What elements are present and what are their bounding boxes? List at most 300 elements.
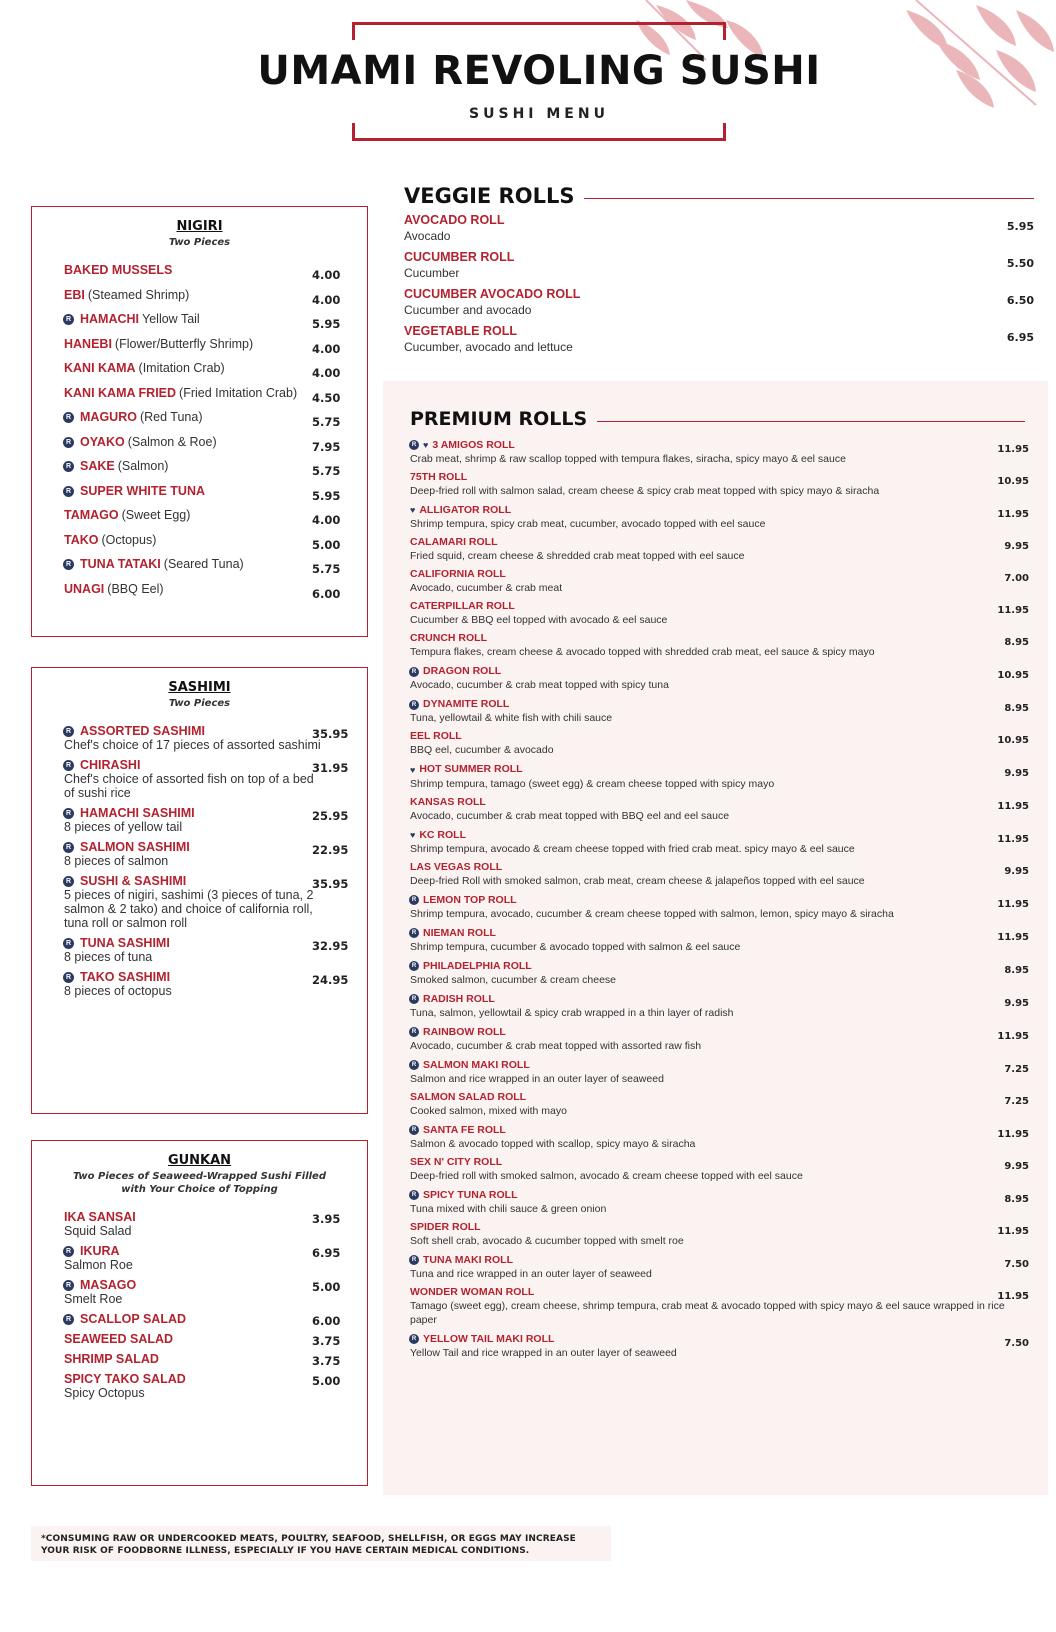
premium-item: [410, 893, 1029, 921]
item-name-text: TAKO SASHIMI: [80, 970, 171, 984]
item-price: 5.75: [312, 562, 341, 576]
item-name: [410, 762, 1025, 776]
item-name: [410, 1155, 1025, 1169]
item-name-text: KANI KAMA: [64, 361, 136, 375]
sashimi-item: [32, 806, 367, 834]
item-description: Smelt Roe: [64, 1292, 123, 1306]
item-name-text: KANSAS ROLL: [410, 795, 486, 808]
item-price: 9.95: [1004, 1160, 1029, 1172]
item-description: Crab meat, shrimp & raw scallop topped with tempura flakes, siracha, spicy mayo & eel sauce: [410, 453, 846, 466]
item-price: 4.00: [312, 366, 341, 380]
item-price: 24.95: [312, 973, 349, 987]
section-title-row: [404, 184, 1034, 208]
item-name-text: SEX N' CITY ROLL: [410, 1155, 503, 1168]
item-price: 11.95: [997, 509, 1029, 521]
item-name-text: SUSHI & SASHIMI: [80, 874, 187, 888]
premium-item: [410, 664, 1029, 692]
item-price: 5.00: [312, 537, 341, 552]
item-price: 4.50: [312, 390, 341, 405]
item-price: 5.75: [312, 464, 341, 478]
item-price: 6.95: [1006, 331, 1034, 344]
item-name-text: MAGURO: [80, 410, 137, 424]
premium-item: [410, 1058, 1029, 1086]
item-name: [410, 599, 1025, 613]
raw-icon: R: [409, 961, 419, 971]
item-name: [64, 724, 331, 738]
gunkan-item: [32, 1372, 367, 1400]
item-description: 8 pieces of yellow tail: [64, 820, 183, 834]
item-name: CUCUMBER AVOCADO ROLL: [404, 287, 581, 301]
raw-icon: R: [63, 1280, 74, 1291]
premium-item: [410, 795, 1029, 823]
raw-icon: R: [409, 1334, 419, 1344]
item-name-text: TAKO: [64, 532, 99, 547]
item-price: 11.95: [997, 800, 1029, 812]
item-price: 32.95: [312, 939, 349, 953]
nigiri-item: [32, 410, 367, 435]
item-name: [64, 1352, 331, 1366]
item-name-text: HANEBI: [64, 336, 112, 351]
premium-item: [410, 1090, 1029, 1118]
premium-item: [410, 1123, 1029, 1151]
item-description: Salmon & avocado topped with scallop, spicy mayo & siracha: [410, 1137, 696, 1150]
premium-item: [410, 926, 1029, 954]
item-name-text: IKURA: [80, 1244, 120, 1258]
item-name: [64, 936, 331, 950]
item-name: [64, 1278, 331, 1292]
item-description: Shrimp tempura, avocado, cucumber & cream cheese topped with salmon, lemon, spicy mayo & siracha: [410, 907, 894, 920]
item-name-text: SPIDER ROLL: [410, 1220, 481, 1233]
item-description: Cucumber: [404, 266, 460, 280]
nigiri-item: [32, 288, 367, 313]
item-name: [64, 410, 331, 424]
item-price: 5.00: [312, 1374, 341, 1388]
item-name-text: ASSORTED SASHIMI: [80, 724, 206, 738]
item-name: [64, 508, 331, 522]
item-name: [64, 970, 331, 984]
item-description: (Red Tuna): [139, 410, 203, 424]
title-rule: [597, 421, 1025, 422]
item-price: 7.50: [1004, 1258, 1029, 1270]
item-price: 9.95: [1004, 541, 1029, 553]
item-description: Cucumber & BBQ eel topped with avocado & eel sauce: [410, 614, 668, 627]
item-name: [64, 874, 331, 888]
item-name: [410, 1090, 1025, 1104]
item-description: Tuna, salmon, yellowtail & spicy crab wrapped in a thin layer of radish: [410, 1006, 734, 1019]
section-subtitle: Two Pieces: [168, 237, 231, 248]
sashimi-item: [32, 970, 367, 998]
section-title: GUNKAN: [167, 1153, 232, 1168]
raw-icon: R: [409, 700, 419, 710]
item-description: 8 pieces of tuna: [64, 950, 153, 964]
item-name: VEGETABLE ROLL: [404, 324, 517, 338]
item-description: (Flower/Butterfly Shrimp): [114, 336, 254, 351]
item-price: 8.95: [1004, 1193, 1029, 1205]
section-subtitle: Two Pieces of Seaweed-Wrapped Sushi Filled with Your Choice of Topping: [72, 1171, 327, 1195]
item-name-text: SPICY TUNA ROLL: [423, 1188, 518, 1201]
veggie-item: [404, 212, 1034, 249]
item-name: [64, 263, 331, 277]
item-name-text: ALLIGATOR ROLL: [419, 504, 512, 517]
veggie-list: [404, 212, 1034, 360]
raw-icon: R: [63, 412, 74, 423]
item-description: (Seared Tuna): [163, 557, 244, 571]
section-title: SASHIMI: [168, 680, 231, 695]
nigiri-item: [32, 533, 367, 558]
sashimi-section: [31, 667, 368, 1114]
item-name-text: OYAKO: [80, 434, 125, 449]
item-name: [410, 1285, 1025, 1299]
raw-icon: R: [409, 928, 419, 938]
item-description: Salmon Roe: [64, 1258, 133, 1272]
item-price: 8.95: [1004, 703, 1029, 715]
premium-item: [410, 762, 1029, 790]
sashimi-list: [32, 724, 367, 998]
item-name-text: KC ROLL: [419, 828, 467, 841]
section-subtitle: Two Pieces: [168, 698, 231, 709]
gunkan-item: [32, 1352, 367, 1366]
raw-icon: R: [63, 559, 74, 570]
raw-food-disclaimer: *CONSUMING RAW OR UNDERCOOKED MEATS, POULTRY, SEAFOOD, SHELLFISH, OR EGGS MAY INCREASE YOUR RISK OF FOODBORNE ILLNESS, ESPECIALLY IF YOU HAVE CERTAIN MEDICAL CONDITIONS.: [31, 1526, 611, 1561]
item-price: 25.95: [312, 809, 349, 823]
item-price: 5.50: [1006, 257, 1034, 270]
item-description: Cooked salmon, mixed with mayo: [410, 1104, 567, 1117]
nigiri-section: [31, 206, 368, 637]
item-description: Soft shell crab, avocado & cucumber topped with smelt roe: [410, 1234, 684, 1247]
item-description: Yellow Tail and rice wrapped in an outer layer of seaweed: [410, 1346, 677, 1359]
item-description: Avocado: [404, 229, 451, 243]
item-price: 4.00: [312, 513, 341, 527]
item-price: 11.95: [997, 1030, 1029, 1042]
item-description: (Salmon & Roe): [127, 434, 217, 449]
item-name: [410, 503, 1025, 517]
item-name: [64, 312, 331, 326]
raw-icon: R: [63, 726, 74, 737]
premium-item: [410, 729, 1029, 757]
item-price: 11.95: [997, 833, 1029, 845]
spicy-heart-icon: ♥: [410, 829, 416, 840]
item-price: 22.95: [312, 843, 349, 857]
item-description: Cucumber, avocado and lettuce: [404, 340, 573, 354]
item-description: Cucumber and avocado: [404, 303, 532, 317]
raw-icon: R: [63, 314, 74, 325]
item-name: [410, 992, 1025, 1006]
item-description: Chef's choice of 17 pieces of assorted sashimi: [64, 738, 321, 752]
item-price: 8.95: [1004, 637, 1029, 649]
item-description: Tempura flakes, cream cheese & avocado topped with shredded crab meat, eel sauce & spicy mayo: [410, 646, 875, 659]
item-price: 11.95: [997, 931, 1029, 943]
gunkan-section: [31, 1140, 368, 1486]
item-price: 11.95: [997, 898, 1029, 910]
item-name: [64, 1244, 331, 1258]
item-name: [64, 758, 331, 772]
item-price: 7.25: [1004, 1095, 1029, 1107]
raw-icon: R: [409, 994, 419, 1004]
item-description: (Octopus): [101, 532, 157, 547]
item-description: (Sweet Egg): [121, 508, 191, 522]
gunkan-item: [32, 1244, 367, 1272]
premium-item: [410, 631, 1029, 659]
restaurant-title: UMAMI REVOLING SUSHI: [257, 48, 821, 94]
item-description: Tuna, yellowtail & white fish with chili sauce: [410, 712, 613, 725]
raw-icon: R: [409, 1060, 419, 1070]
item-price: 6.00: [312, 586, 341, 601]
item-description: Tuna and rice wrapped in an outer layer of seaweed: [410, 1267, 652, 1280]
item-price: 9.95: [1004, 865, 1029, 877]
item-description: Shrimp tempura, cucumber & avocado topped with salmon & eel sauce: [410, 940, 741, 953]
item-name-text: TUNA MAKI ROLL: [423, 1253, 514, 1266]
item-price: 6.95: [312, 1246, 341, 1260]
item-price: 6.00: [312, 1314, 341, 1328]
item-name: [410, 828, 1025, 842]
raw-icon: R: [409, 1027, 419, 1037]
item-name-text: CRUNCH ROLL: [410, 632, 487, 645]
item-price: 11.95: [997, 605, 1029, 617]
item-name: [64, 840, 331, 854]
menu-header: [257, 22, 821, 141]
premium-item: [410, 828, 1029, 856]
premium-item: [410, 1332, 1029, 1360]
item-name: [64, 1332, 331, 1346]
nigiri-item: [32, 459, 367, 484]
item-name-text: EEL ROLL: [410, 730, 462, 743]
item-name-text: SANTA FE ROLL: [423, 1123, 506, 1136]
header-bracket-top: [352, 22, 726, 40]
item-description: Tamago (sweet egg), cream cheese, shrimp tempura, crab meat & avocado topped with spicy mayo & eel sauce wrapped in rice paper: [410, 1299, 1005, 1326]
item-price: 11.95: [997, 1225, 1029, 1237]
item-name-text: SUPER WHITE TUNA: [80, 483, 205, 498]
item-name-text: NIEMAN ROLL: [423, 926, 496, 939]
menu-subtitle: SUSHI MENU: [469, 106, 609, 122]
item-price: 11.95: [997, 1290, 1029, 1302]
item-name-text: PHILADELPHIA ROLL: [423, 959, 532, 972]
item-price: 3.75: [312, 1354, 341, 1368]
item-name: [64, 1372, 331, 1386]
veggie-rolls-section: [404, 184, 1034, 360]
raw-icon: R: [63, 938, 74, 949]
premium-item: [410, 567, 1029, 595]
raw-icon: R: [63, 437, 74, 448]
item-name-text: SAKE: [80, 459, 115, 473]
item-description: Fried squid, cream cheese & shredded crab meat topped with eel sauce: [410, 550, 745, 563]
item-description: Squid Salad: [64, 1224, 132, 1238]
item-name: [410, 567, 1025, 581]
premium-item: [410, 1220, 1029, 1248]
item-description: Deep-fried roll with salmon salad, cream cheese & spicy crab meat topped with spicy mayo & siracha: [410, 485, 880, 498]
raw-icon: R: [63, 1246, 74, 1257]
sashimi-item: [32, 758, 367, 800]
sashimi-item: [32, 840, 367, 868]
premium-rolls-section: [410, 408, 1029, 1364]
item-price: 11.95: [997, 1128, 1029, 1140]
item-description: Salmon and rice wrapped in an outer layer of seaweed: [410, 1072, 664, 1085]
item-name: [64, 337, 331, 351]
item-name: [410, 1025, 1025, 1039]
item-name-text: RAINBOW ROLL: [423, 1025, 506, 1038]
raw-icon: R: [63, 461, 74, 472]
item-name-text: RADISH ROLL: [423, 992, 495, 1005]
item-name-text: TAMAGO: [64, 508, 119, 522]
item-name-text: LEMON TOP ROLL: [423, 893, 517, 906]
item-price: 10.95: [997, 670, 1029, 682]
item-name: [64, 484, 331, 498]
item-name-text: HOT SUMMER ROLL: [419, 763, 523, 776]
item-name-text: CALIFORNIA ROLL: [410, 568, 506, 581]
item-price: 9.95: [1004, 997, 1029, 1009]
raw-icon: R: [63, 842, 74, 853]
section-title: PREMIUM ROLLS: [410, 408, 588, 430]
item-price: 7.50: [1004, 1337, 1029, 1349]
premium-item: [410, 860, 1029, 888]
item-name-text: YELLOW TAIL MAKI ROLL: [423, 1332, 555, 1345]
item-name: [410, 729, 1025, 743]
item-name: [64, 533, 331, 547]
item-name: [64, 1210, 331, 1224]
nigiri-item: [32, 435, 367, 460]
item-description: BBQ eel, cucumber & avocado: [410, 744, 554, 757]
item-name-text: SALMON MAKI ROLL: [423, 1058, 530, 1071]
item-price: 3.75: [312, 1334, 341, 1348]
item-price: 35.95: [312, 877, 349, 891]
sashimi-item: [32, 874, 367, 930]
item-description: Avocado, cucumber & crab meat topped with assorted raw fish: [410, 1039, 702, 1052]
premium-item: [410, 535, 1029, 563]
item-description: Shrimp tempura, avocado & cream cheese topped with fried crab meat. spicy mayo & eel sauce: [410, 842, 855, 855]
raw-icon: R: [409, 895, 419, 905]
item-name: CUCUMBER ROLL: [404, 250, 515, 264]
spicy-heart-icon: ♥: [423, 440, 429, 451]
raw-icon: R: [63, 486, 74, 497]
premium-item: [410, 1253, 1029, 1281]
item-name-text: KANI KAMA FRIED: [64, 385, 177, 400]
veggie-item: [404, 286, 1034, 323]
item-name: [410, 959, 1025, 973]
item-description: Deep-fried roll with smoked salmon, avocado & cream cheese topped with eel sauce: [410, 1169, 803, 1182]
item-price: 5.75: [312, 415, 341, 429]
item-description: Avocado, cucumber & crab meat: [410, 582, 563, 595]
sashimi-item: [32, 724, 367, 752]
gunkan-item: [32, 1332, 367, 1346]
raw-icon: R: [409, 667, 419, 677]
item-name: [410, 1253, 1025, 1267]
raw-icon: R: [409, 1125, 419, 1135]
item-price: 3.95: [312, 1212, 341, 1226]
item-price: 5.95: [312, 488, 341, 503]
item-name: [410, 470, 1025, 484]
item-name-text: 75TH ROLL: [410, 471, 468, 484]
gunkan-item: [32, 1312, 367, 1326]
nigiri-item: [32, 361, 367, 386]
title-rule: [584, 198, 1034, 199]
item-description: Deep-fried Roll with smoked salmon, crab meat, cream cheese & jalapeños topped with eel sauce: [410, 874, 865, 887]
raw-icon: R: [409, 1255, 419, 1265]
item-name: [64, 361, 331, 375]
gunkan-item: [32, 1278, 367, 1306]
item-name: AVOCADO ROLL: [404, 213, 505, 227]
item-price: 7.95: [312, 439, 341, 454]
premium-item: [410, 697, 1029, 725]
item-name: [410, 1332, 1025, 1346]
nigiri-item: [32, 582, 367, 607]
item-name: [410, 438, 1025, 452]
item-name: [410, 535, 1025, 549]
section-title: NIGIRI: [176, 219, 223, 234]
header-bracket-bottom: [352, 123, 726, 141]
item-name-text: SALMON SASHIMI: [80, 840, 190, 854]
item-description: Shrimp tempura, spicy crab meat, cucumber, avocado topped with eel sauce: [410, 518, 766, 531]
item-name: [410, 1123, 1025, 1137]
item-name: [410, 893, 1025, 907]
item-name-text: MASAGO: [80, 1278, 137, 1292]
item-price: 6.50: [1006, 294, 1034, 307]
premium-item: [410, 470, 1029, 498]
item-description: Avocado, cucumber & crab meat topped with spicy tuna: [410, 679, 669, 692]
item-name-text: IKA SANSAI: [64, 1210, 136, 1224]
item-name: [410, 795, 1025, 809]
nigiri-item: [32, 263, 367, 288]
item-name: [64, 288, 331, 302]
item-name: [64, 582, 331, 596]
item-description: 8 pieces of octopus: [64, 984, 172, 998]
raw-icon: R: [63, 876, 74, 887]
item-price: 4.00: [312, 292, 341, 307]
item-name-text: CATERPILLAR ROLL: [410, 600, 515, 613]
item-price: 31.95: [312, 761, 349, 775]
item-price: 8.95: [1004, 964, 1029, 976]
premium-item: [410, 992, 1029, 1020]
item-price: 5.95: [312, 317, 341, 331]
item-name: [410, 1220, 1025, 1234]
item-name: [410, 697, 1025, 711]
spicy-heart-icon: ♥: [410, 505, 416, 516]
item-description: Smoked salmon, cucumber & cream cheese: [410, 973, 617, 986]
item-price: 4.00: [312, 268, 341, 282]
item-description: (Fried Imitation Crab): [179, 385, 298, 400]
item-description: Shrimp tempura, tamago (sweet egg) & cream cheese topped with spicy mayo: [410, 777, 775, 790]
item-name: [64, 806, 331, 820]
raw-icon: R: [63, 760, 74, 771]
item-description: (BBQ Eel): [107, 581, 164, 596]
item-name-text: SPICY TAKO SALAD: [64, 1372, 186, 1386]
item-name: [410, 1188, 1025, 1202]
item-description: 8 pieces of salmon: [64, 854, 169, 868]
nigiri-item: [32, 484, 367, 509]
raw-icon: R: [63, 1314, 74, 1325]
item-price: 5.00: [312, 1280, 341, 1294]
item-name-text: WONDER WOMAN ROLL: [410, 1285, 535, 1298]
item-description: Spicy Octopus: [64, 1386, 145, 1400]
nigiri-item: [32, 312, 367, 337]
item-price: 4.00: [312, 341, 341, 356]
sashimi-item: [32, 936, 367, 964]
item-name-text: HAMACHI SASHIMI: [80, 806, 195, 820]
item-name: [410, 631, 1025, 645]
item-price: 10.95: [997, 476, 1029, 488]
item-name: [410, 664, 1025, 678]
item-name-text: SEAWEED SALAD: [64, 1332, 174, 1346]
nigiri-item: [32, 386, 367, 411]
item-name-text: SCALLOP SALAD: [80, 1312, 187, 1326]
nigiri-list: [32, 263, 367, 606]
raw-icon: R: [409, 440, 419, 450]
item-description: Tuna mixed with chili sauce & green onion: [410, 1202, 607, 1215]
premium-item: [410, 1155, 1029, 1183]
item-description: Avocado, cucumber & crab meat topped with BBQ eel and eel sauce: [410, 809, 730, 822]
spicy-heart-icon: ♥: [410, 764, 416, 775]
item-name-text: CHIRASHI: [80, 758, 141, 772]
item-price: 7.00: [1004, 573, 1029, 585]
nigiri-item: [32, 557, 367, 582]
